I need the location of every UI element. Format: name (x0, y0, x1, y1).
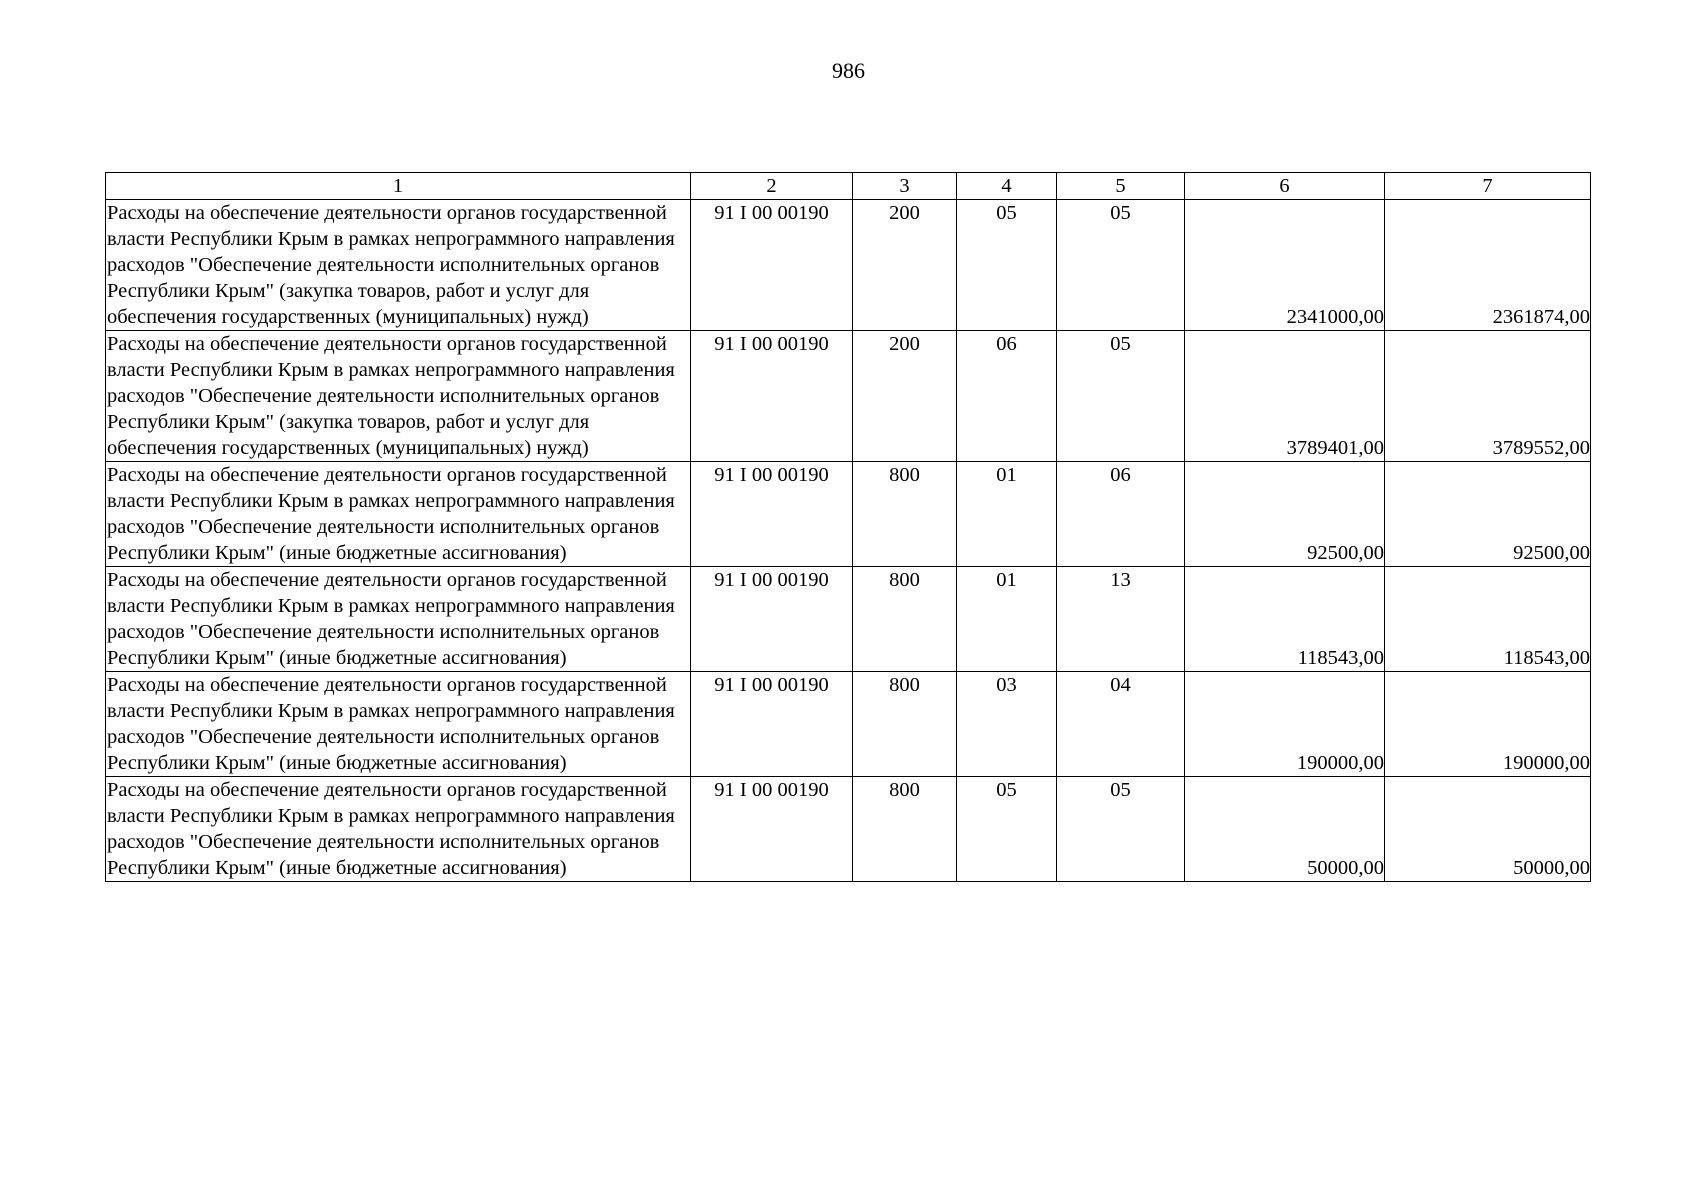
amount-column-6: 50000,00 (1185, 777, 1385, 882)
amount-column-7: 3789552,00 (1385, 331, 1591, 462)
target-article-code: 91 I 00 00190 (691, 777, 853, 882)
subsection-code: 05 (1057, 777, 1185, 882)
subsection-code: 04 (1057, 672, 1185, 777)
expense-description: Расходы на обеспечение деятельности органов государственной власти Республики Крым в рамках непрограммного направления расходов "Обеспечение деятельности исполнительных органов Республики Крым" (иные бюджетные ассигнования) (106, 777, 691, 882)
expense-type-code: 800 (853, 777, 957, 882)
amount-column-6: 92500,00 (1185, 462, 1385, 567)
column-header-2: 2 (691, 173, 853, 200)
expense-description: Расходы на обеспечение деятельности органов государственной власти Республики Крым в рамках непрограммного направления расходов "Обеспечение деятельности исполнительных органов Республики Крым" (закупка товаров, работ и услуг для обеспечения государственных (муниципальных) нужд) (106, 200, 691, 331)
column-number-row (106, 173, 1591, 200)
amount-column-7: 50000,00 (1385, 777, 1591, 882)
page-number: 986 (832, 58, 865, 83)
expense-type-code: 800 (853, 462, 957, 567)
amount-column-6: 3789401,00 (1185, 331, 1385, 462)
amount-column-7: 92500,00 (1385, 462, 1591, 567)
expense-type-code: 800 (853, 567, 957, 672)
section-code: 06 (957, 331, 1057, 462)
section-code: 05 (957, 777, 1057, 882)
amount-column-6: 2341000,00 (1185, 200, 1385, 331)
target-article-code: 91 I 00 00190 (691, 567, 853, 672)
amount-column-7: 118543,00 (1385, 567, 1591, 672)
amount-column-6: 118543,00 (1185, 567, 1385, 672)
target-article-code: 91 I 00 00190 (691, 331, 853, 462)
expense-description: Расходы на обеспечение деятельности органов государственной власти Республики Крым в рамках непрограммного направления расходов "Обеспечение деятельности исполнительных органов Республики Крым" (иные бюджетные ассигнования) (106, 462, 691, 567)
budget-table (105, 172, 1591, 882)
table-row (106, 567, 1591, 672)
table-row (106, 462, 1591, 567)
table-row (106, 672, 1591, 777)
expense-description: Расходы на обеспечение деятельности органов государственной власти Республики Крым в рамках непрограммного направления расходов "Обеспечение деятельности исполнительных органов Республики Крым" (иные бюджетные ассигнования) (106, 672, 691, 777)
subsection-code: 13 (1057, 567, 1185, 672)
table-row (106, 331, 1591, 462)
expense-type-code: 200 (853, 200, 957, 331)
column-header-1: 1 (106, 173, 691, 200)
section-code: 05 (957, 200, 1057, 331)
column-header-4: 4 (957, 173, 1057, 200)
table-row (106, 777, 1591, 882)
target-article-code: 91 I 00 00190 (691, 200, 853, 331)
expense-description: Расходы на обеспечение деятельности органов государственной власти Республики Крым в рамках непрограммного направления расходов "Обеспечение деятельности исполнительных органов Республики Крым" (иные бюджетные ассигнования) (106, 567, 691, 672)
target-article-code: 91 I 00 00190 (691, 462, 853, 567)
amount-column-7: 190000,00 (1385, 672, 1591, 777)
target-article-code: 91 I 00 00190 (691, 672, 853, 777)
expense-type-code: 800 (853, 672, 957, 777)
column-header-3: 3 (853, 173, 957, 200)
subsection-code: 06 (1057, 462, 1185, 567)
subsection-code: 05 (1057, 331, 1185, 462)
section-code: 01 (957, 462, 1057, 567)
subsection-code: 05 (1057, 200, 1185, 331)
amount-column-6: 190000,00 (1185, 672, 1385, 777)
amount-column-7: 2361874,00 (1385, 200, 1591, 331)
expense-description: Расходы на обеспечение деятельности органов государственной власти Республики Крым в рамках непрограммного направления расходов "Обеспечение деятельности исполнительных органов Республики Крым" (закупка товаров, работ и услуг для обеспечения государственных (муниципальных) нужд) (106, 331, 691, 462)
column-header-7: 7 (1385, 173, 1591, 200)
column-header-5: 5 (1057, 173, 1185, 200)
section-code: 03 (957, 672, 1057, 777)
table-row (106, 200, 1591, 331)
section-code: 01 (957, 567, 1057, 672)
column-header-6: 6 (1185, 173, 1385, 200)
expense-type-code: 200 (853, 331, 957, 462)
